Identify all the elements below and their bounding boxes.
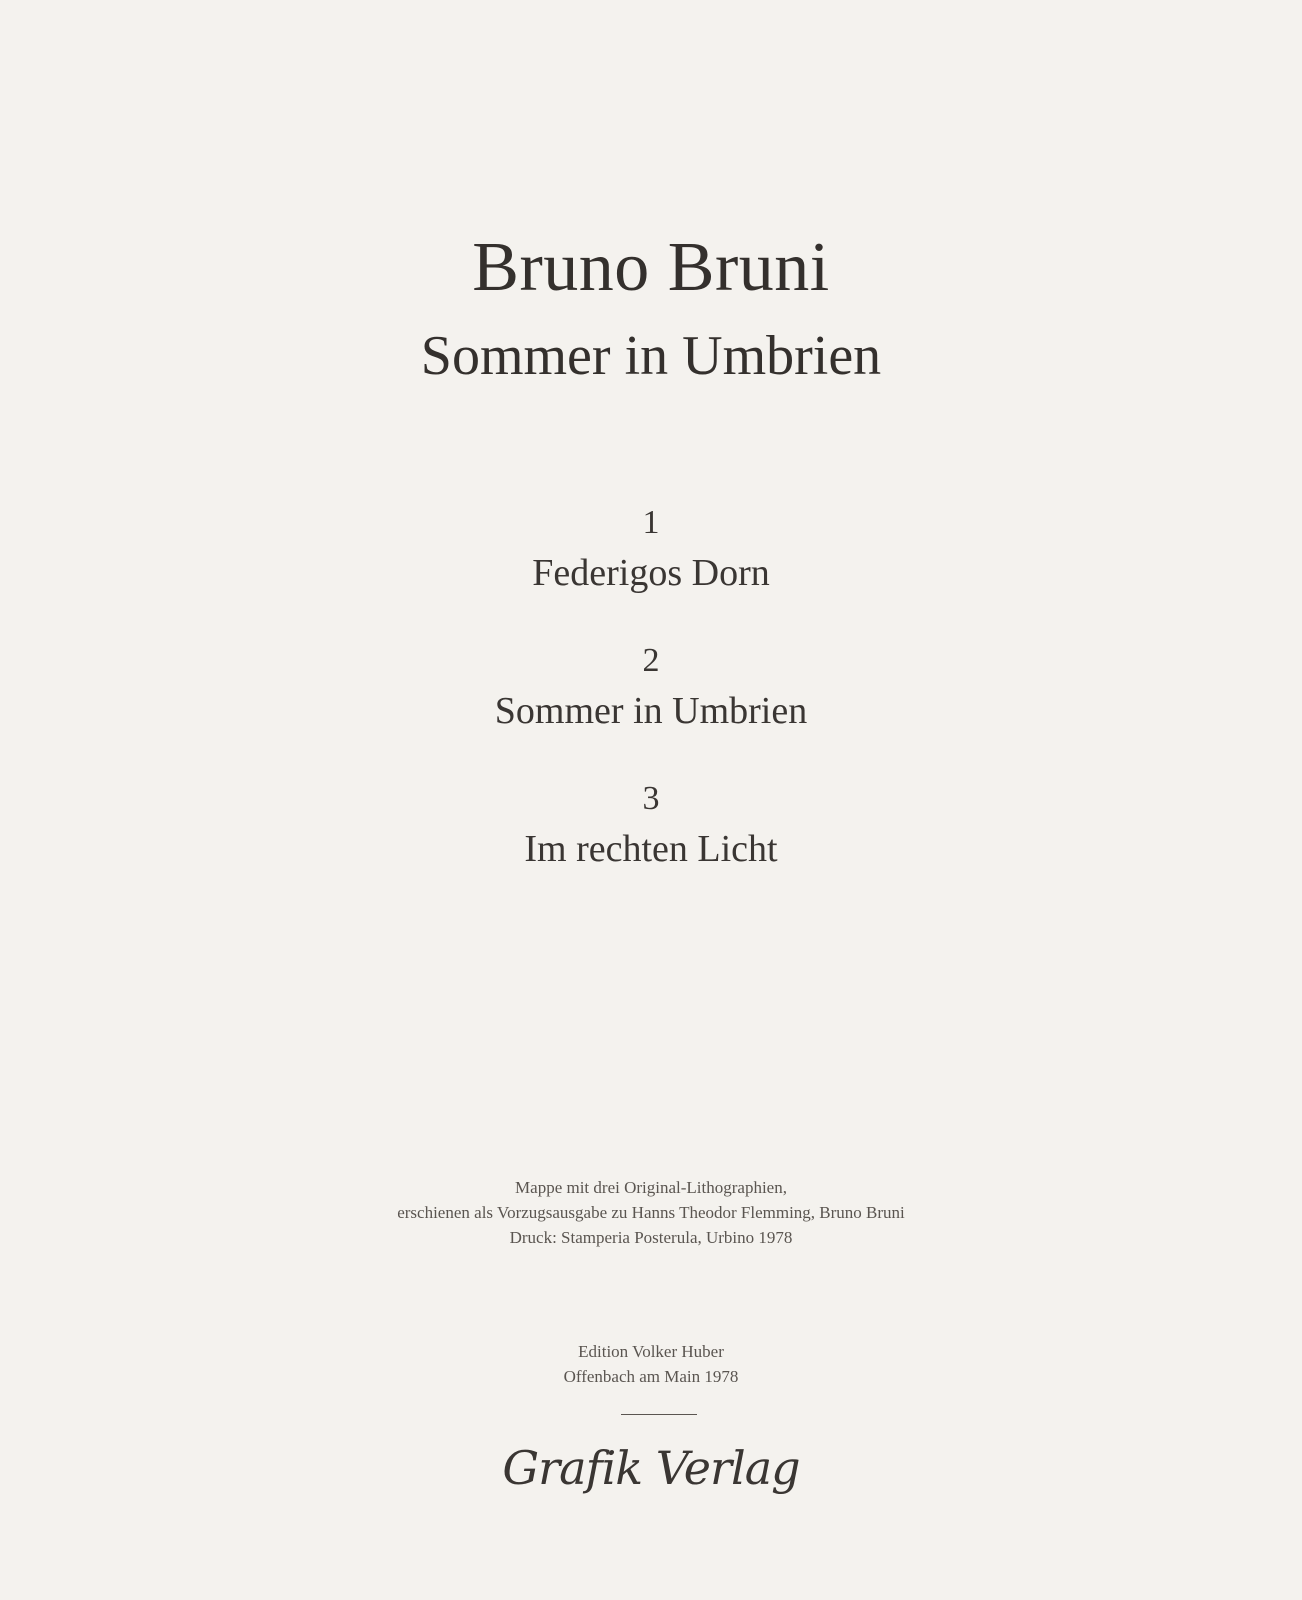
contents-item-title: Sommer in Umbrien (494, 690, 808, 732)
divider-rule (621, 1414, 697, 1415)
contents-item-title: Im rechten Licht (524, 828, 778, 870)
author-name: Bruno Bruni (472, 229, 830, 306)
contents-item-number: 3 (642, 780, 660, 817)
publisher-place-year: Offenbach am Main 1978 (563, 1367, 739, 1386)
colophon-line: Mappe mit drei Original-Lithographien, (515, 1178, 787, 1197)
grafik-verlag-logo: Grafik Verlag (502, 1441, 800, 1495)
contents-item-number: 1 (642, 504, 660, 541)
colophon-line: Druck: Stamperia Posterula, Urbino 1978 (509, 1228, 793, 1247)
publisher-name: Edition Volker Huber (578, 1342, 724, 1361)
colophon-line: erschienen als Vorzugsausgabe zu Hanns Theodor Flemming, Bruno Bruni (397, 1203, 905, 1222)
portfolio-title: Sommer in Umbrien (420, 325, 882, 387)
contents-item-number: 2 (642, 642, 660, 679)
contents-item-title: Federigos Dorn (532, 552, 770, 594)
